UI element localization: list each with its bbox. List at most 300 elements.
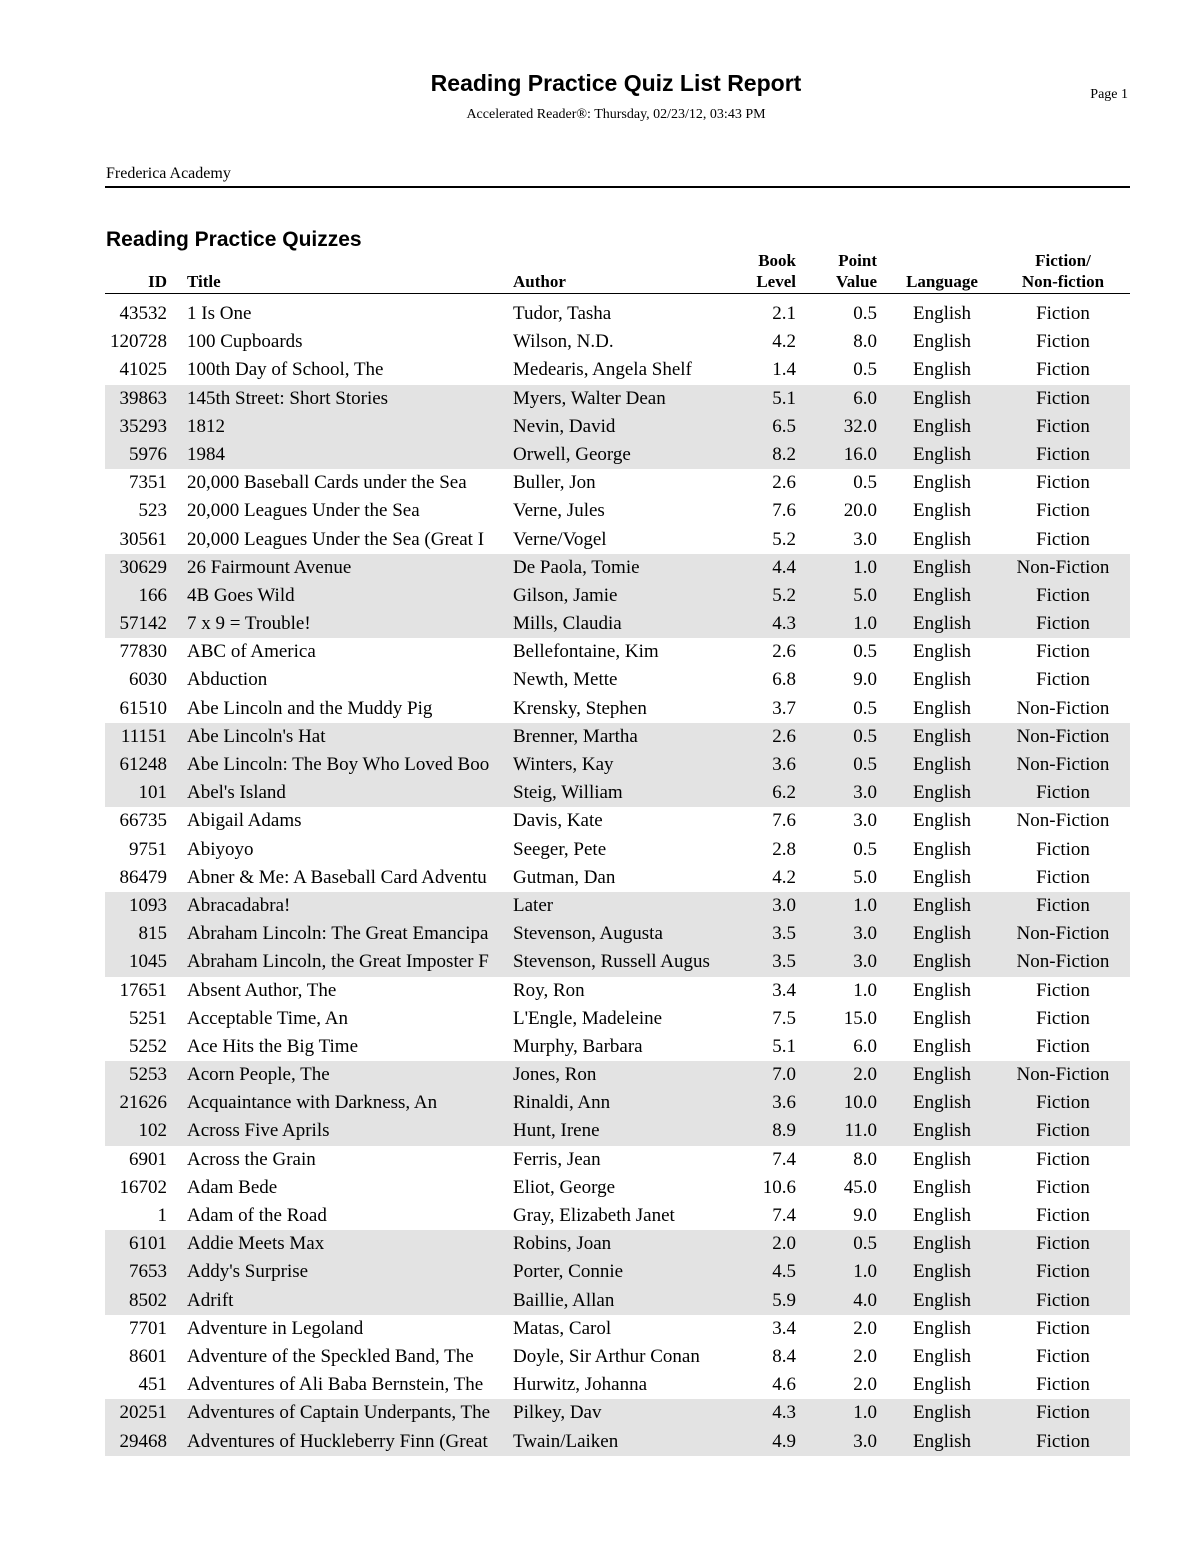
- cell-level: 2.6: [772, 641, 796, 663]
- cell-fiction: Fiction: [1036, 1233, 1090, 1255]
- cell-language: English: [912, 894, 972, 916]
- cell-points: 6.0: [853, 387, 877, 409]
- cell-language: English: [912, 331, 972, 353]
- cell-fiction: Fiction: [1036, 1176, 1090, 1198]
- cell-id: 16702: [119, 1176, 167, 1198]
- cell-author: Wilson, N.D.: [513, 331, 614, 353]
- cell-author: Newth, Mette: [513, 669, 618, 691]
- cell-author: Myers, Walter Dean: [513, 387, 666, 409]
- cell-title: ABC of America: [187, 641, 316, 663]
- cell-level: 7.0: [772, 1064, 796, 1086]
- cell-title: Adventures of Ali Baba Bernstein, The: [187, 1374, 484, 1396]
- cell-language: English: [912, 472, 972, 494]
- cell-id: 39863: [119, 387, 167, 409]
- cell-id: 61248: [119, 754, 167, 775]
- cell-level: 6.5: [772, 415, 796, 437]
- cell-language: English: [912, 387, 972, 409]
- cell-points: 3.0: [853, 951, 877, 973]
- cell-language: English: [912, 1374, 972, 1396]
- table-row: [105, 836, 1130, 864]
- cell-language: English: [912, 641, 972, 663]
- table-row: [105, 1005, 1130, 1033]
- table-row: [105, 892, 1130, 920]
- cell-language: English: [912, 1092, 972, 1114]
- table-row: [105, 1061, 1130, 1089]
- cell-id: 7351: [129, 472, 167, 494]
- table-row: [105, 1343, 1130, 1371]
- table-row: [105, 582, 1130, 610]
- cell-points: 0.5: [853, 641, 877, 663]
- cell-fiction: Fiction: [1036, 894, 1090, 916]
- cell-title: 1984: [187, 443, 225, 465]
- table-row: [105, 1399, 1130, 1427]
- cell-points: 0.5: [853, 303, 877, 324]
- table-row: [105, 413, 1130, 441]
- cell-level: 3.4: [772, 979, 796, 1001]
- cell-author: Tudor, Tasha: [513, 303, 612, 324]
- cell-fiction: Fiction: [1036, 1374, 1090, 1396]
- cell-title: 145th Street: Short Stories: [187, 387, 389, 409]
- col-fiction-header-2: Non-fiction: [1021, 272, 1105, 291]
- cell-level: 6.2: [772, 782, 796, 804]
- cell-id: 523: [138, 500, 167, 522]
- cell-author: Matas, Carol: [513, 1317, 612, 1339]
- table-row: [105, 356, 1130, 384]
- cell-id: 815: [138, 923, 167, 945]
- cell-author: Hunt, Irene: [513, 1120, 600, 1142]
- cell-language: English: [912, 1176, 972, 1198]
- cell-points: 9.0: [853, 669, 877, 691]
- report-title: Reading Practice Quiz List Report: [430, 70, 802, 96]
- table-row: [105, 1230, 1130, 1258]
- cell-author: Later: [513, 894, 554, 916]
- cell-id: 8502: [129, 1289, 167, 1311]
- cell-id: 1093: [129, 894, 167, 916]
- cell-title: 100 Cupboards: [187, 331, 303, 353]
- col-author-header: Author: [513, 272, 566, 291]
- cell-level: 3.0: [772, 894, 796, 916]
- cell-language: English: [912, 556, 972, 578]
- cell-fiction: Fiction: [1036, 613, 1090, 635]
- cell-level: 4.9: [772, 1430, 796, 1452]
- cell-language: English: [912, 613, 972, 635]
- cell-points: 8.0: [853, 1148, 877, 1170]
- cell-points: 0.5: [853, 725, 877, 747]
- cell-author: Seeger, Pete: [513, 838, 607, 860]
- cell-fiction: Fiction: [1036, 1261, 1090, 1283]
- page-number: Page 1: [1090, 87, 1128, 102]
- cell-language: English: [912, 979, 972, 1001]
- cell-points: 11.0: [844, 1120, 877, 1142]
- cell-language: English: [912, 500, 972, 522]
- cell-title: Adam of the Road: [187, 1205, 327, 1226]
- school-name: Frederica Academy: [106, 165, 231, 182]
- cell-fiction: Fiction: [1036, 1430, 1090, 1452]
- table-row: [105, 1315, 1130, 1343]
- cell-title: Absent Author, The: [187, 979, 337, 1001]
- cell-author: Ferris, Jean: [513, 1148, 601, 1170]
- cell-level: 8.9: [772, 1120, 796, 1142]
- cell-fiction: Fiction: [1036, 415, 1090, 437]
- cell-title: 100th Day of School, The: [187, 359, 384, 381]
- cell-language: English: [912, 1317, 972, 1339]
- cell-author: Pilkey, Dav: [513, 1402, 602, 1424]
- cell-points: 8.0: [853, 331, 877, 353]
- cell-points: 2.0: [853, 1317, 877, 1339]
- cell-author: Gilson, Jamie: [513, 584, 618, 606]
- cell-title: Adrift: [187, 1289, 234, 1311]
- cell-fiction: Fiction: [1036, 528, 1090, 550]
- cell-level: 4.4: [772, 556, 796, 578]
- table-row: [105, 497, 1130, 525]
- cell-fiction: Fiction: [1036, 1148, 1090, 1170]
- cell-fiction: Fiction: [1036, 500, 1090, 522]
- cell-id: 5251: [129, 1007, 167, 1029]
- cell-language: English: [912, 303, 972, 324]
- cell-author: Stevenson, Augusta: [513, 923, 663, 945]
- cell-level: 4.2: [772, 866, 796, 888]
- cell-id: 102: [138, 1120, 167, 1142]
- cell-level: 2.6: [772, 472, 796, 494]
- cell-author: Robins, Joan: [513, 1233, 612, 1255]
- cell-title: Abe Lincoln and the Muddy Pig: [187, 697, 433, 719]
- cell-points: 1.0: [853, 556, 877, 578]
- cell-id: 21626: [119, 1092, 167, 1114]
- cell-level: 1.4: [772, 359, 796, 381]
- cell-fiction: Non-Fiction: [1016, 556, 1110, 578]
- cell-title: Abe Lincoln's Hat: [187, 725, 326, 747]
- cell-language: English: [912, 584, 972, 606]
- cell-id: 1: [157, 1205, 167, 1226]
- cell-points: 3.0: [853, 810, 877, 832]
- cell-id: 8601: [129, 1345, 167, 1367]
- col-fiction-header-1: Fiction/: [1035, 251, 1091, 270]
- cell-language: English: [912, 838, 972, 860]
- cell-language: English: [912, 782, 972, 804]
- cell-fiction: Fiction: [1036, 1205, 1090, 1226]
- table-row: [105, 441, 1130, 469]
- cell-level: 4.6: [772, 1374, 796, 1396]
- cell-fiction: Fiction: [1036, 1007, 1090, 1029]
- cell-author: Verne, Jules: [513, 500, 605, 522]
- cell-language: English: [912, 1402, 972, 1424]
- cell-language: English: [912, 443, 972, 465]
- cell-author: Porter, Connie: [513, 1261, 624, 1283]
- cell-author: Verne/Vogel: [513, 528, 607, 550]
- cell-language: English: [912, 951, 972, 973]
- cell-fiction: Fiction: [1036, 979, 1090, 1001]
- cell-author: Doyle, Sir Arthur Conan: [513, 1345, 700, 1367]
- col-points-header-1: Point: [838, 251, 877, 270]
- cell-title: 20,000 Leagues Under the Sea (Great I: [187, 528, 485, 550]
- cell-fiction: Non-Fiction: [1016, 951, 1110, 973]
- col-level-header-2: Level: [756, 272, 796, 291]
- cell-level: 8.4: [772, 1345, 796, 1367]
- cell-author: Eliot, George: [513, 1176, 616, 1198]
- cell-id: 9751: [129, 838, 167, 860]
- cell-level: 5.1: [772, 387, 796, 409]
- cell-title: Abel's Island: [187, 782, 286, 804]
- cell-fiction: Fiction: [1036, 303, 1090, 324]
- cell-points: 32.0: [843, 415, 877, 437]
- table-row: [105, 1258, 1130, 1286]
- col-points-header-2: Value: [836, 272, 877, 291]
- cell-language: English: [912, 923, 972, 945]
- cell-level: 7.4: [772, 1205, 796, 1226]
- cell-author: Winters, Kay: [513, 754, 614, 775]
- cell-author: Twain/Laiken: [513, 1430, 619, 1452]
- cell-points: 5.0: [853, 866, 877, 888]
- cell-points: 20.0: [843, 500, 877, 522]
- cell-author: Rinaldi, Ann: [513, 1092, 611, 1114]
- cell-level: 4.5: [772, 1261, 796, 1283]
- table-row: [105, 723, 1130, 751]
- cell-fiction: Non-Fiction: [1016, 725, 1110, 747]
- cell-author: Medearis, Angela Shelf: [513, 359, 692, 381]
- cell-title: Adventures of Captain Underpants, The: [187, 1402, 491, 1424]
- cell-id: 35293: [119, 415, 167, 437]
- cell-language: English: [912, 1120, 972, 1142]
- cell-language: English: [912, 1289, 972, 1311]
- cell-title: Abiyoyo: [187, 838, 254, 860]
- cell-language: English: [912, 1430, 972, 1452]
- table-row: [105, 864, 1130, 892]
- cell-id: 1045: [129, 951, 167, 973]
- cell-id: 11151: [120, 725, 167, 747]
- cell-fiction: Fiction: [1036, 1289, 1090, 1311]
- cell-points: 3.0: [853, 1430, 877, 1452]
- cell-points: 6.0: [853, 1035, 877, 1057]
- cell-id: 77830: [119, 641, 167, 663]
- col-level-header-1: Book: [758, 251, 796, 270]
- cell-title: Abigail Adams: [187, 810, 302, 832]
- cell-id: 43532: [119, 303, 167, 324]
- cell-id: 120728: [110, 331, 167, 353]
- cell-title: 20,000 Leagues Under the Sea: [187, 500, 420, 522]
- table-row: [105, 779, 1130, 807]
- cell-id: 6101: [129, 1233, 167, 1255]
- col-id-header: ID: [148, 272, 167, 291]
- cell-id: 7701: [129, 1317, 167, 1339]
- cell-title: 7 x 9 = Trouble!: [187, 613, 311, 635]
- cell-title: Adam Bede: [187, 1176, 278, 1198]
- cell-title: Adventure of the Speckled Band, The: [187, 1345, 474, 1367]
- cell-points: 0.5: [853, 754, 877, 775]
- cell-level: 7.6: [772, 810, 796, 832]
- cell-title: Abduction: [187, 669, 268, 691]
- cell-fiction: Fiction: [1036, 331, 1090, 353]
- cell-fiction: Fiction: [1036, 1345, 1090, 1367]
- cell-level: 3.5: [772, 951, 796, 973]
- cell-author: Buller, Jon: [513, 472, 596, 494]
- table-row: [105, 1033, 1130, 1061]
- cell-id: 86479: [119, 866, 167, 888]
- cell-title: 20,000 Baseball Cards under the Sea: [187, 472, 467, 494]
- cell-id: 451: [138, 1374, 167, 1396]
- cell-title: Abraham Lincoln: The Great Emancipa: [187, 923, 489, 945]
- cell-author: Gray, Elizabeth Janet: [513, 1205, 675, 1226]
- cell-author: Nevin, David: [513, 415, 616, 437]
- cell-points: 2.0: [853, 1345, 877, 1367]
- cell-author: L'Engle, Madeleine: [513, 1007, 663, 1029]
- table-row: [105, 526, 1130, 554]
- cell-author: Baillie, Allan: [513, 1289, 615, 1311]
- cell-language: English: [912, 866, 972, 888]
- cell-level: 7.5: [772, 1007, 796, 1029]
- cell-language: English: [912, 1148, 972, 1170]
- section-title: Reading Practice Quizzes: [106, 228, 362, 251]
- cell-points: 9.0: [853, 1205, 877, 1226]
- cell-level: 10.6: [762, 1176, 796, 1198]
- cell-fiction: Fiction: [1036, 443, 1090, 465]
- cell-level: 4.2: [772, 331, 796, 353]
- cell-id: 20251: [119, 1402, 167, 1424]
- cell-level: 3.4: [772, 1317, 796, 1339]
- cell-author: Brenner, Martha: [513, 725, 638, 747]
- cell-language: English: [912, 1345, 972, 1367]
- cell-language: English: [912, 1007, 972, 1029]
- table-row: [105, 1202, 1130, 1230]
- cell-title: Addie Meets Max: [187, 1233, 325, 1255]
- cell-language: English: [912, 725, 972, 747]
- table-header: [105, 250, 1130, 294]
- cell-id: 57142: [119, 613, 167, 635]
- table-row: [105, 1287, 1130, 1315]
- cell-points: 3.0: [853, 528, 877, 550]
- cell-fiction: Fiction: [1036, 472, 1090, 494]
- cell-level: 2.0: [772, 1233, 796, 1255]
- table-row: [105, 1089, 1130, 1117]
- cell-fiction: Fiction: [1036, 359, 1090, 381]
- cell-points: 4.0: [853, 1289, 877, 1311]
- cell-points: 1.0: [853, 1261, 877, 1283]
- cell-points: 0.5: [853, 697, 877, 719]
- cell-points: 15.0: [843, 1007, 877, 1029]
- cell-language: English: [912, 1035, 972, 1057]
- cell-language: English: [912, 810, 972, 832]
- cell-points: 3.0: [853, 782, 877, 804]
- cell-title: Acceptable Time, An: [187, 1007, 348, 1029]
- cell-points: 2.0: [853, 1374, 877, 1396]
- cell-language: English: [912, 1233, 972, 1255]
- table-row: [105, 920, 1130, 948]
- cell-level: 3.5: [772, 923, 796, 945]
- table-row: [105, 328, 1130, 356]
- col-title-header: Title: [187, 272, 221, 291]
- table-row: [105, 469, 1130, 497]
- cell-fiction: Fiction: [1036, 1092, 1090, 1114]
- cell-fiction: Fiction: [1036, 387, 1090, 409]
- cell-id: 29468: [119, 1430, 167, 1452]
- cell-level: 2.8: [772, 838, 796, 860]
- cell-points: 16.0: [843, 443, 877, 465]
- cell-level: 3.6: [772, 754, 796, 775]
- cell-language: English: [912, 1205, 972, 1226]
- cell-id: 5252: [129, 1035, 167, 1057]
- cell-id: 30561: [119, 528, 167, 550]
- cell-author: Krensky, Stephen: [513, 697, 647, 719]
- cell-points: 1.0: [853, 979, 877, 1001]
- cell-level: 3.7: [772, 697, 796, 719]
- cell-fiction: Fiction: [1036, 866, 1090, 888]
- cell-author: Mills, Claudia: [513, 613, 622, 635]
- cell-level: 5.2: [772, 528, 796, 550]
- cell-author: Bellefontaine, Kim: [513, 641, 659, 663]
- table-row: [105, 300, 1130, 328]
- cell-author: Davis, Kate: [513, 810, 603, 832]
- quiz-table: [105, 300, 1130, 1456]
- cell-level: 6.8: [772, 669, 796, 691]
- cell-title: 26 Fairmount Avenue: [187, 556, 352, 578]
- table-row: [105, 554, 1130, 582]
- cell-points: 0.5: [853, 472, 877, 494]
- cell-language: English: [912, 528, 972, 550]
- cell-title: Abe Lincoln: The Boy Who Loved Boo: [187, 754, 490, 775]
- cell-id: 30629: [119, 556, 167, 578]
- report-subtitle: Accelerated Reader®: Thursday, 02/23/12, 03:43 PM: [466, 107, 766, 122]
- cell-language: English: [912, 754, 972, 775]
- cell-fiction: Fiction: [1036, 1120, 1090, 1142]
- table-row: [105, 610, 1130, 638]
- cell-fiction: Non-Fiction: [1016, 697, 1110, 719]
- cell-title: Addy's Surprise: [187, 1261, 309, 1283]
- table-row: [105, 638, 1130, 666]
- cell-level: 5.1: [772, 1035, 796, 1057]
- cell-points: 5.0: [853, 584, 877, 606]
- cell-id: 41025: [119, 359, 167, 381]
- cell-level: 3.6: [772, 1092, 796, 1114]
- cell-author: Orwell, George: [513, 443, 631, 465]
- table-row: [105, 385, 1130, 413]
- table-row: [105, 1371, 1130, 1399]
- cell-id: 6901: [129, 1148, 167, 1170]
- cell-fiction: Fiction: [1036, 782, 1090, 804]
- cell-language: English: [912, 669, 972, 691]
- cell-fiction: Fiction: [1036, 584, 1090, 606]
- table-row: [105, 807, 1130, 835]
- table-row: [105, 1428, 1130, 1456]
- cell-title: 4B Goes Wild: [187, 584, 295, 606]
- cell-title: Ace Hits the Big Time: [187, 1035, 359, 1057]
- cell-id: 5253: [129, 1064, 167, 1086]
- cell-points: 10.0: [843, 1092, 877, 1114]
- cell-fiction: Fiction: [1036, 641, 1090, 663]
- table-row: [105, 948, 1130, 976]
- cell-points: 1.0: [853, 1402, 877, 1424]
- cell-points: 3.0: [853, 923, 877, 945]
- table-row: [105, 1146, 1130, 1174]
- cell-fiction: Non-Fiction: [1016, 1064, 1110, 1086]
- cell-points: 0.5: [853, 838, 877, 860]
- cell-author: Roy, Ron: [513, 979, 585, 1001]
- cell-id: 166: [138, 584, 167, 606]
- col-language-header: Language: [906, 272, 978, 291]
- cell-points: 1.0: [853, 894, 877, 916]
- cell-fiction: Fiction: [1036, 669, 1090, 691]
- cell-level: 7.6: [772, 500, 796, 522]
- cell-author: De Paola, Tomie: [513, 556, 640, 578]
- cell-author: Jones, Ron: [513, 1064, 597, 1086]
- cell-fiction: Fiction: [1036, 1402, 1090, 1424]
- cell-id: 61510: [119, 697, 167, 719]
- cell-fiction: Non-Fiction: [1016, 754, 1110, 775]
- table-row: [105, 666, 1130, 694]
- cell-level: 4.3: [772, 1402, 796, 1424]
- cell-title: 1 Is One: [187, 303, 252, 324]
- cell-id: 5976: [129, 443, 167, 465]
- cell-title: Across Five Aprils: [187, 1120, 330, 1142]
- cell-fiction: Non-Fiction: [1016, 810, 1110, 832]
